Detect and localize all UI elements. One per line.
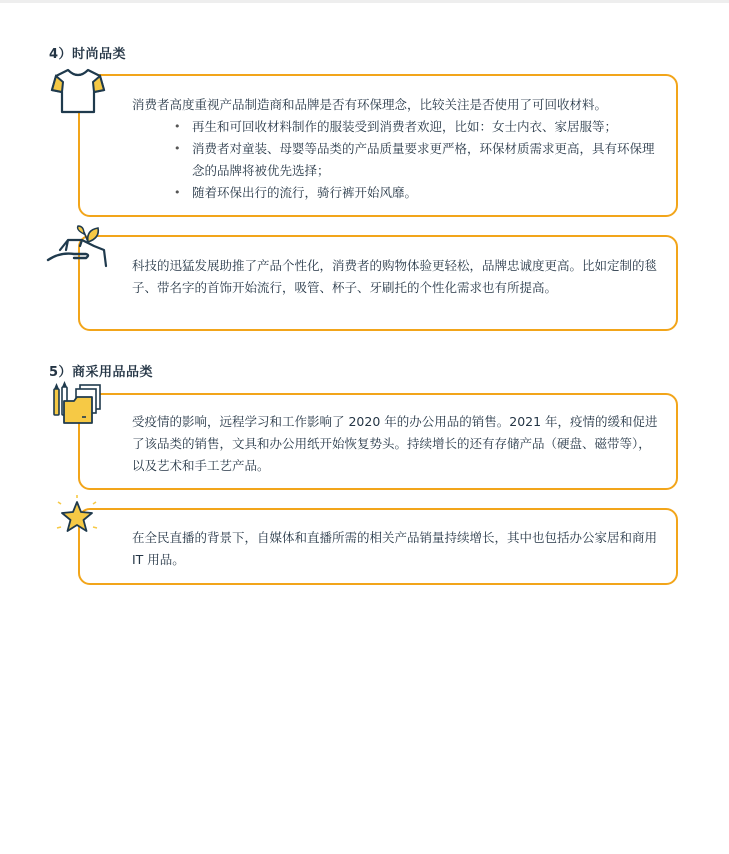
office-supplies-icon [52,381,104,427]
star-icon [54,494,100,540]
card-eco-materials [78,74,678,217]
tshirt-icon [50,66,106,116]
card-office-supplies [78,393,678,490]
section-title-office: 5）商采用品品类 [49,365,154,380]
bullet-list [132,116,662,204]
card-text: 科技的迅猛发展助推了产品个性化，消费者的购物体验更轻松，品牌忠诚度更高。比如定制的毯子、带名字的首饰开始流行，吸管、杯子、牙刷托的个性化需求也有所提高。 [132,258,658,295]
bullet-item: • 随着环保出行的流行，骑行裤开始风靡。 [174,182,662,204]
card-text: 受疫情的影响，远程学习和工作影响了 2020 年的办公用品的销售。2021 年，疫情的缓和促进了该品类的销售，文具和办公用纸开始恢复势头。持续增长的还有存储产品（硬盘、磁带等），以及艺术和手工艺产品。 [132,414,658,473]
bullet-item: • 再生和可回收材料制作的服装受到消费者欢迎，比如：女士内衣、家居服等； [174,116,662,138]
section-title-fashion: 4）时尚品类 [49,47,127,62]
card-live-streaming [78,508,678,585]
sprouting-hand-icon [46,224,112,270]
bullet-item: • 消费者对童装、母婴等品类的产品质量要求更严格，环保材质需求更高，具有环保理念的品牌将被优先选择； [174,138,662,182]
card-personalization [78,235,678,331]
card-text: 在全民直播的背景下，自媒体和直播所需的相关产品销量持续增长，其中也包括办公家居和商用 IT 用品。 [132,530,658,567]
card-intro-text: 消费者高度重视产品制造商和品牌是否有环保理念，比较关注是否使用了可回收材料。 [132,97,608,112]
top-divider [0,0,729,3]
